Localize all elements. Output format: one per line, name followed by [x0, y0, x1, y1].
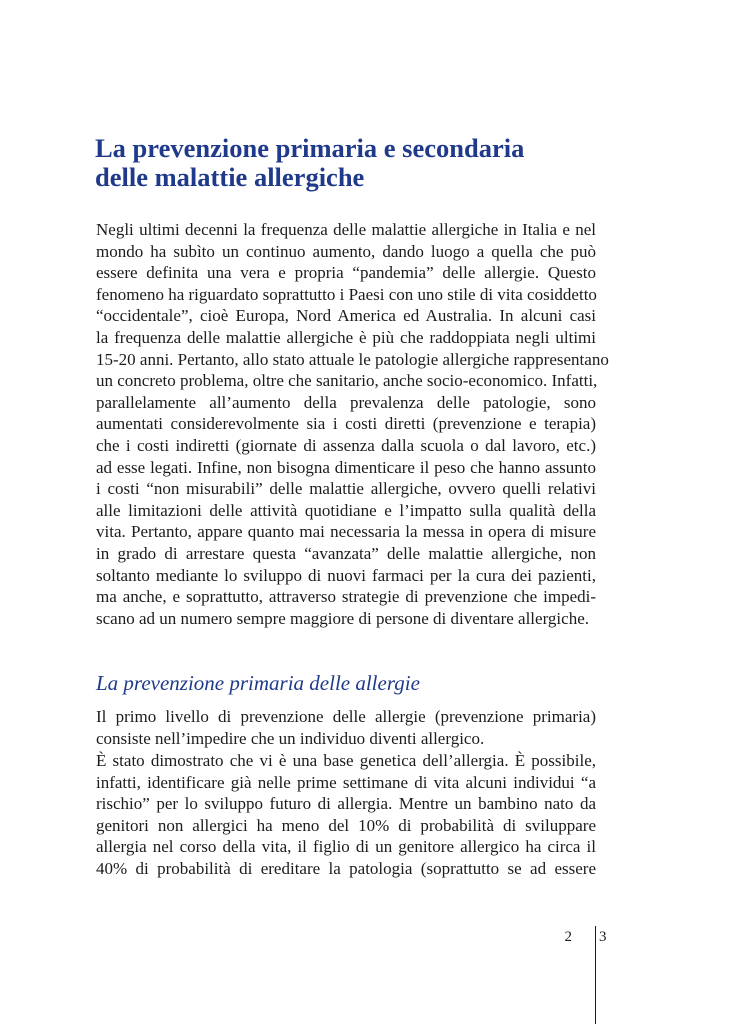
text-line: ma anche, e soprattutto, attraverso strategie di prevenzione che impedi- [96, 587, 596, 607]
text-line: È stato dimostrato che vi è una base genetica dell’allergia. È possibile, [96, 751, 596, 770]
section-paragraph [96, 706, 596, 749]
text-line: 40% di probabilità di ereditare la patologia (soprattutto se ad essere [96, 858, 596, 878]
section-paragraph [96, 750, 596, 880]
text-line: rischio” per lo sviluppo futuro di allergia. Mentre un bambino nato da [96, 794, 596, 814]
text-line: allergia nel corso della vita, il figlio di un genitore allergico ha circa il [96, 837, 596, 857]
text-line: infatti, identificare già nelle prime settimane di vita alcuni individui “a [96, 772, 596, 792]
text-line: essere definita una vera e propria “pandemia” delle allergie. Questo [96, 263, 596, 283]
text-line: i costi “non misurabili” delle malattie allergiche, ovvero quelli relativi [96, 479, 596, 499]
text-line: 15-20 anni. Pertanto, allo stato attuale le patologie allergiche rappresentano [96, 349, 609, 369]
page-title [95, 134, 655, 192]
section-heading: La prevenzione primaria delle allergie [96, 671, 420, 695]
text-line: Il primo livello di prevenzione delle allergie (prevenzione primaria) [96, 707, 596, 726]
page-number-left: 2 [564, 929, 572, 945]
text-line: mondo ha subìto un continuo aumento, dando luogo a quella che può [96, 241, 596, 261]
text-line: soltanto mediante lo sviluppo di nuovi farmaci per la cura dei pazienti, [96, 565, 596, 585]
text-line: un concreto problema, oltre che sanitario, anche socio-economico. Infatti, [96, 371, 598, 391]
text-line: consiste nell’impedire che un individuo diventi allergico. [96, 728, 485, 748]
text-line: alle limitazioni delle attività quotidiane e l’impatto sulla qualità della [96, 500, 596, 520]
text-line: “occidentale”, cioè Europa, Nord America ed Australia. In alcuni casi [96, 306, 596, 326]
title-line: delle malattie allergiche [95, 162, 365, 192]
text-line: in grado di arrestare questa “avanzata” delle malattie allergiche, non [96, 543, 596, 563]
page-number-right: 3 [599, 929, 607, 945]
page-divider [595, 926, 596, 1024]
text-line: fenomeno ha riguardato soprattutto i Paesi con uno stile di vita cosiddetto [96, 284, 597, 304]
text-line: parallelamente all’aumento della prevalenza delle patologie, sono [96, 392, 596, 412]
text-line: vita. Pertanto, appare quanto mai necessaria la messa in opera di misure [96, 522, 596, 542]
text-line: aumentati considerevolmente sia i costi diretti (prevenzione e terapia) [96, 414, 596, 434]
intro-paragraph [96, 219, 609, 629]
title-line: La prevenzione primaria e secondaria [95, 133, 525, 163]
text-line: Negli ultimi decenni la frequenza delle malattie allergiche in Italia e nel [96, 220, 596, 239]
text-line: che i costi indiretti (giornate di assenza dalla scuola o dal lavoro, etc.) [96, 435, 596, 455]
text-line: la frequenza delle malattie allergiche è più che raddoppiata negli ultimi [96, 327, 596, 347]
text-line: ad esse legati. Infine, non bisogna dimenticare il peso che hanno assunto [96, 457, 596, 477]
text-line: genitori non allergici ha meno del 10% di probabilità di sviluppare [96, 815, 596, 835]
text-line: scano ad un numero sempre maggiore di persone di diventare allergiche. [96, 608, 589, 628]
